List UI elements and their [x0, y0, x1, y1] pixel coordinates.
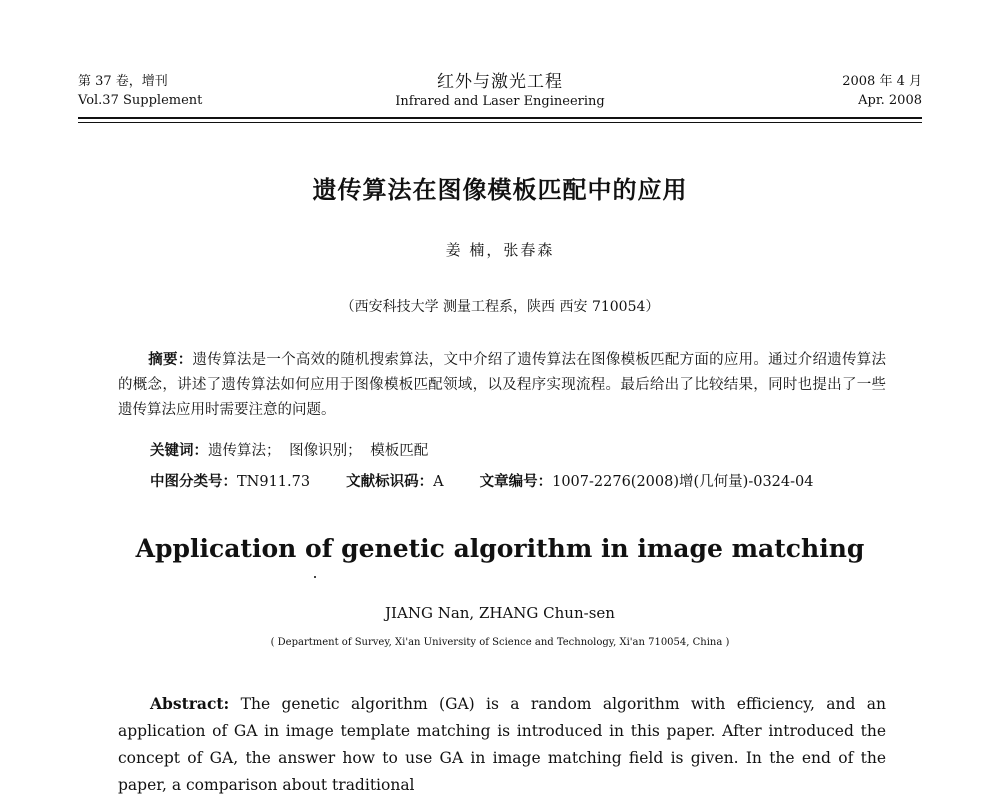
abstract-en: [118, 690, 886, 799]
header-volume-en: Vol.37 Supplement: [78, 93, 203, 108]
keywords-zh-label: 关键词：: [150, 443, 208, 459]
keywords-zh: [150, 440, 432, 462]
header-journal-en: Infrared and Laser Engineering: [395, 94, 605, 109]
keyword-item: 遗传算法；: [208, 443, 281, 459]
classification-line: [150, 471, 813, 493]
abstract-zh: [118, 348, 886, 423]
affiliation-en: ( Department of Survey, Xi'an University of Science and Technology, Xi'an 710054, China ): [270, 637, 730, 648]
clc-label: 中图分类号：: [150, 474, 237, 490]
clc-value: TN911.73: [237, 474, 311, 490]
header-journal-zh: 红外与激光工程: [437, 72, 563, 92]
running-header: [78, 72, 922, 118]
scan-speck: [314, 576, 316, 578]
header-journal: [78, 72, 922, 111]
keyword-item: 图像识别；: [289, 443, 362, 459]
header-date: [842, 72, 922, 110]
abstract-zh-label: 摘要：: [148, 352, 193, 368]
paper-title-zh: 遗传算法在图像模板匹配中的应用: [312, 176, 688, 204]
header-date-zh: 2008 年 4 月: [842, 74, 922, 89]
keyword-item: 模板匹配: [370, 443, 429, 459]
doc-code-label: 文献标识码：: [346, 474, 434, 490]
header-rule-thin: [78, 122, 922, 123]
header-volume-zh: 第 37 卷，增刊: [78, 74, 168, 89]
authors-zh: 姜 楠，张春森: [445, 241, 555, 259]
affiliation-zh: （西安科技大学 测量工程系，陕西 西安 710054）: [340, 299, 660, 315]
abstract-en-label: Abstract:: [150, 694, 230, 713]
abstract-zh-text: 遗传算法是一个高效的随机搜索算法，文中介绍了遗传算法在图像模板匹配方面的应用。通过介绍遗传算法的概念，讲述了遗传算法如何应用于图像模板匹配领域，以及程序实现流程。最后给出了比较结果，同时也提出了一些遗传算法应用时需要注意的问题。: [118, 352, 887, 418]
header-rule-thick: [78, 117, 922, 119]
header-date-en: Apr. 2008: [858, 93, 922, 108]
authors-en: JIANG Nan, ZHANG Chun-sen: [385, 604, 615, 622]
article-no-value: 1007-2276(2008)增(几何量)-0324-04: [552, 474, 814, 490]
article-no-label: 文章编号：: [479, 474, 553, 490]
doc-code-value: A: [433, 474, 444, 490]
abstract-en-text: The genetic algorithm (GA) is a random algorithm with efficiency, and an application of GA in image template matching is introduced in this paper. After introduced the concept of GA, the answer how to use GA in image matching field is given. In the end of the paper, a comparison about traditional: [118, 695, 886, 794]
paper-title-en: Application of genetic algorithm in image matching: [135, 534, 865, 563]
